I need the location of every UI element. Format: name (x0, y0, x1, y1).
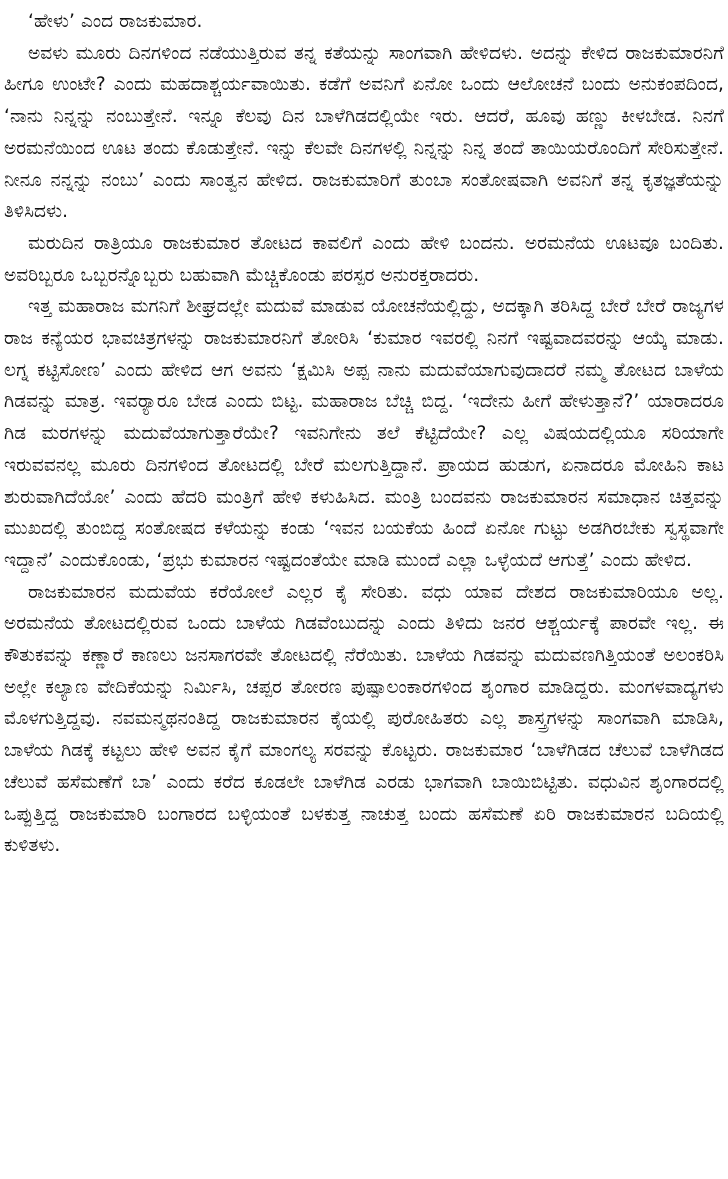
paragraph-1: ‘ಹೇಳು’ ಎಂದ ರಾಜಕುಮಾರ. (28, 11, 203, 32)
paragraph-4: ಇತ್ತ ಮಹಾರಾಜ ಮಗನಿಗೆ ಶೀಘ್ರದಲ್ಲೇ ಮದುವೆ ಮಾಡುವ ಯೋಚನೆಯಲ್ಲಿದ್ದು, ಅದಕ್ಕಾಗಿ ತರಿಸಿದ್ದ ಬೇರೆ ಬೇರೆ ರಾಜ್ಯಗಳ ರಾಜ ಕನ್ಯೆಯರ ಭಾವಚಿತ್ರಗಳನ್ನು ರಾಜಕುಮಾರನಿಗೆ ತೋರಿಸಿ ‘ಕುಮಾರ ಇವರಲ್ಲಿ ನಿನಗೆ ಇಷ್ಟವಾದವರನ್ನು ಆಯ್ಕೆ ಮಾಡು. ಲಗ್ನ ಕಟ್ಟಿಸೋಣ’ ಎಂದು ಹೇಳಿದ ಆಗ ಅವನು ‘ಕ್ಷಮಿಸಿ ಅಪ್ಪ ನಾನು ಮದುವೆಯಾಗುವುದಾದರೆ ನಮ್ಮ ತೋಟದ ಬಾಳೆಯ ಗಿಡವನ್ನು ಮಾತ್ರ. ಇವರ್‍ಯಾರೂ ಬೇಡ ಎಂದು ಬಿಟ್ಟ. ಮಹಾರಾಜ ಬೆಚ್ಚಿ ಬಿದ್ದ. ‘ಇದೇನು ಹೀಗೆ ಹೇಳುತ್ತಾನೆ?’ ಯಾರಾದರೂ ಗಿಡ ಮರಗಳನ್ನು ಮದುವೆಯಾಗುತ್ತಾರೆಯೇ? ಇವನಿಗೇನು ತಲೆ ಕೆಟ್ಟಿದೆಯೇ? ಎಲ್ಲ ವಿಷಯದಲ್ಲಿಯೂ ಸರಿಯಾಗೇ ಇರುವವನಲ್ಲ ಮೂರು ದಿನಗಳಿಂದ ತೋಟದಲ್ಲಿ ಬೇರೆ ಮಲಗುತ್ತಿದ್ದಾನೆ. ಪ್ರಾಯದ ಹುಡುಗ, ಏನಾದರೂ ಮೋಹಿನಿ ಕಾಟ ಶುರುವಾಗಿದೆಯೋ’ ಎಂದು ಹೆದರಿ ಮಂತ್ರಿಗೆ ಹೇಳಿ ಕಳುಹಿಸಿದ. ಮಂತ್ರಿ ಬಂದವನು ರಾಜಕುಮಾರನ ಸಮಾಧಾನ ಚಿತ್ತವನ್ನು ಮುಖದಲ್ಲಿ ತುಂಬಿದ್ದ ಸಂತೋಷದ ಕಳೆಯನ್ನು ಕಂಡು ‘ಇವನ ಬಯಕೆಯ ಹಿಂದೆ ಏನೋ ಗುಟ್ಟು ಅಡಗಿರಬೇಕು ಸ್ವಸ್ಥವಾಗೇ ಇದ್ದಾನೆ’ ಎಂದುಕೊಂಡು, ‘ಪ್ರಭು ಕುಮಾರನ ಇಷ್ಟದಂತೆಯೇ ಮಾಡಿ ಮುಂದೆ ಎಲ್ಲಾ ಒಳ್ಳೆಯದೆ ಆಗುತ್ತೆ’ ಎಂದು ಹೇಳಿದ. (4, 296, 724, 571)
paragraph-5: ರಾಜಕುಮಾರನ ಮದುವೆಯ ಕರೆಯೋಲೆ ಎಲ್ಲರ ಕೈ ಸೇರಿತು. ವಧು ಯಾವ ದೇಶದ ರಾಜಕುಮಾರಿಯೂ ಅಲ್ಲ. ಅರಮನೆಯ ತೋಟದಲ್ಲಿರುವ ಒಂದು ಬಾಳೆಯ ಗಿಡವೆಂಬುದನ್ನು ಎಂದು ತಿಳಿದು ಜನರ ಆಶ್ಚರ್ಯಕ್ಕೆ ಪಾರವೇ ಇಲ್ಲ. ಈ ಕೌತುಕವನ್ನು ಕಣ್ಣಾರೆ ಕಾಣಲು ಜನಸಾಗರವೇ ತೋಟದಲ್ಲಿ ನೆರೆಯಿತು. ಬಾಳೆಯ ಗಿಡವನ್ನು ಮದುವಣಗಿತ್ತಿಯಂತೆ ಅಲಂಕರಿಸಿ ಅಲ್ಲೇ ಕಲ್ಯಾಣ ವೇದಿಕೆಯನ್ನು ನಿರ್ಮಿಸಿ, ಚಪ್ಪರ ತೋರಣ ಪುಷ್ಪಾಲಂಕಾರಗಳಿಂದ ಶೃಂಗಾರ ಮಾಡಿದ್ದರು. ಮಂಗಳವಾದ್ಯಗಳು ಮೊಳಗುತ್ತಿದ್ದವು. ನವಮನ್ಮಥನಂತಿದ್ದ ರಾಜಕುಮಾರನ ಕೈಯಲ್ಲಿ ಪುರೋಹಿತರು ಎಲ್ಲ ಶಾಸ್ತ್ರಗಳನ್ನು ಸಾಂಗವಾಗಿ ಮಾಡಿಸಿ, ಬಾಳೆಯ ಗಿಡಕ್ಕೆ ಕಟ್ಟಲು ಹೇಳಿ ಅವನ ಕೈಗೆ ಮಾಂಗಲ್ಯ ಸರವನ್ನು ಕೊಟ್ಟರು. ರಾಜಕುಮಾರ ‘ಬಾಳೆಗಿಡದ ಚೆಲುವೆ ಬಾಳೆಗಿಡದ ಚೆಲುವೆ ಹಸೆಮಣೆಗೆ ಬಾ’ ಎಂದು ಕರೆದ ಕೂಡಲೇ ಬಾಳೆಗಿಡ ಎರಡು ಭಾಗವಾಗಿ ಬಾಯಿಬಿಟ್ಟಿತು. ವಧುವಿನ ಶೃಂಗಾರದಲ್ಲಿ ಒಪ್ಪುತ್ತಿದ್ದ ರಾಜಕುಮಾರಿ ಬಂಗಾರದ ಬಳ್ಳಿಯಂತೆ ಬಳಕುತ್ತ ನಾಚುತ್ತ ಬಂದು ಹಸೆಮಣೆ ಏರಿ ರಾಜಕುಮಾರನ ಬದಿಯಲ್ಲಿ ಕುಳಿತಳು. (4, 581, 724, 857)
paragraph-3: ಮರುದಿನ ರಾತ್ರಿಯೂ ರಾಜಕುಮಾರ ತೋಟದ ಕಾವಲಿಗೆ ಎಂದು ಹೇಳಿ ಬಂದನು. ಅರಮನೆಯ ಊಟವೂ ಬಂದಿತು. ಅವರಿಬ್ಬರೂ ಒಬ್ಬರನ್ನೊಬ್ಬರು ಬಹುವಾಗಿ ಮೆಚ್ಚಿಕೊಂಡು ಪರಸ್ಪರ ಅನುರಕ್ತರಾದರು. (4, 232, 724, 286)
paragraph-2: ಅವಳು ಮೂರು ದಿನಗಳಿಂದ ನಡೆಯುತ್ತಿರುವ ತನ್ನ ಕತೆಯನ್ನು ಸಾಂಗವಾಗಿ ಹೇಳಿದಳು. ಅದನ್ನು ಕೇಳಿದ ರಾಜಕುಮಾರನಿಗೆ ಹೀಗೂ ಉಂಟೇ? ಎಂದು ಮಹದಾಶ್ಚರ್ಯವಾಯಿತು. ಕಡೆಗೆ ಅವನಿಗೆ ಏನೋ ಒಂದು ಆಲೋಚನೆ ಬಂದು ಅನುಕಂಪದಿಂದ, ‘ನಾನು ನಿನ್ನನ್ನು ನಂಬುತ್ತೇನೆ. ಇನ್ನೂ ಕೆಲವು ದಿನ ಬಾಳೆಗಿಡದಲ್ಲಿಯೇ ಇರು. ಆದರೆ, ಹೂವು ಹಣ್ಣು ಕೀಳಬೇಡ. ನಿನಗೆ ಅರಮನೆಯಿಂದ ಊಟ ತಂದು ಕೊಡುತ್ತೇನೆ. ಇನ್ನು ಕೆಲವೇ ದಿನಗಳಲ್ಲಿ ನಿನ್ನನ್ನು ನಿನ್ನ ತಂದೆ ತಾಯಿಯರೊಂದಿಗೆ ಸೇರಿಸುತ್ತೇನೆ. ನೀನೂ ನನ್ನನ್ನು ನಂಬು’ ಎಂದು ಸಾಂತ್ವನ ಹೇಳಿದ. ರಾಜಕುಮಾರಿಗೆ ತುಂಬಾ ಸಂತೋಷವಾಗಿ ಅವನಿಗೆ ತನ್ನ ಕೃತಜ್ಞತೆಯನ್ನು ತಿಳಿಸಿದಳು. (4, 42, 724, 223)
